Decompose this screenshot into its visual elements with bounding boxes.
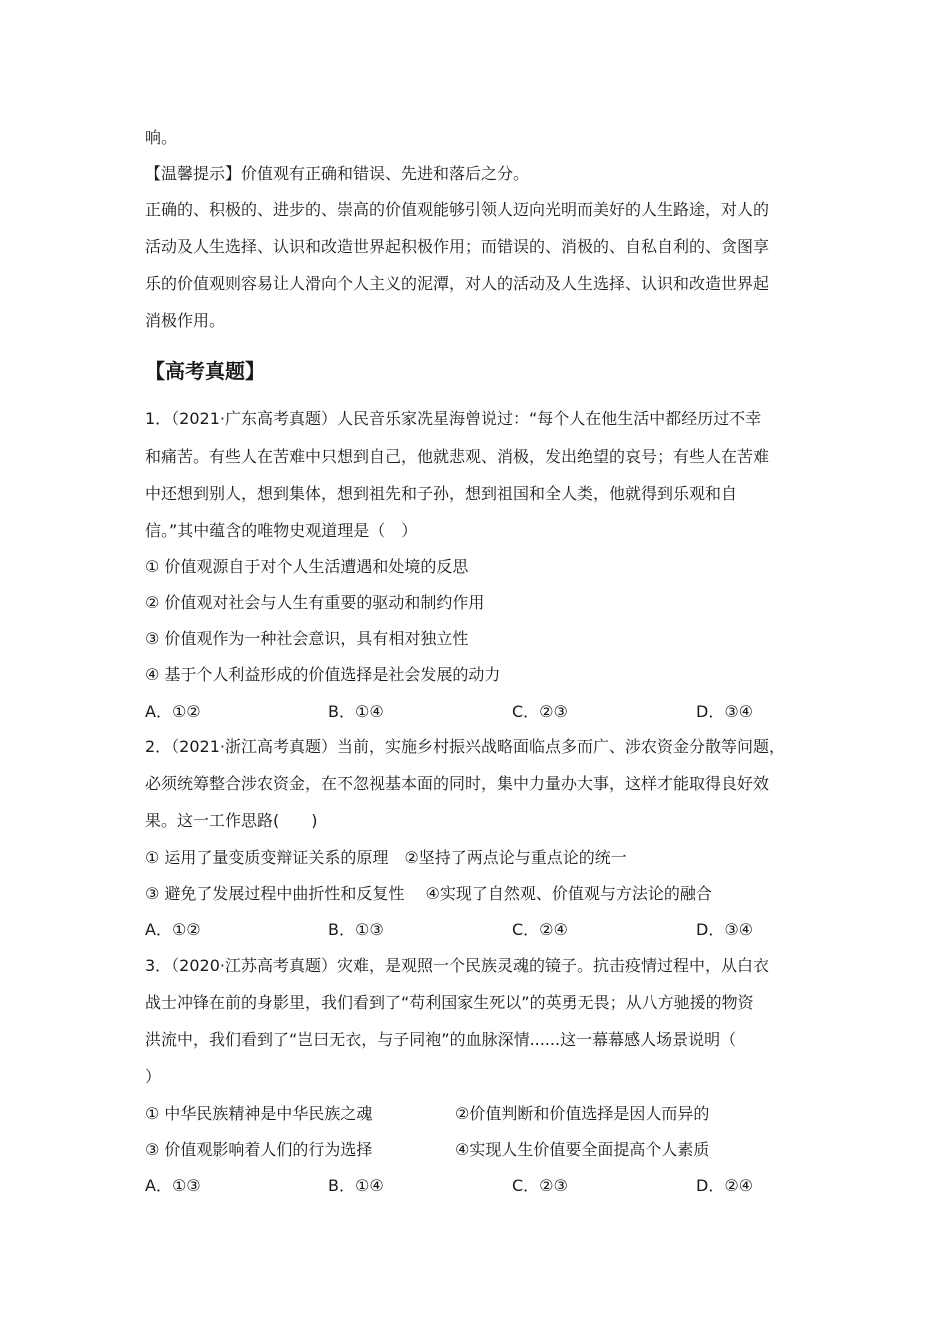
q3-option-c[interactable]: C．②③ — [512, 1176, 568, 1195]
q1-item: ④ 基于个人利益形成的价值选择是社会发展的动力 — [145, 665, 501, 684]
q1-option-a[interactable]: A．①② — [145, 702, 201, 721]
q2-option-b[interactable]: B．①③ — [328, 920, 384, 939]
q2-option-d[interactable]: D．③④ — [696, 920, 754, 939]
q3-item: ③ 价值观影响着人们的行为选择 — [145, 1140, 373, 1159]
tip-paragraph-line: 正确的、积极的、进步的、崇高的价值观能够引领人迈向光明而美好的人生路途，对人的 — [145, 200, 770, 219]
q3-stem-line: 洪流中，我们看到了“岂曰无衣，与子同袍”的血脉深情......这一幕幕感人场景说明（ — [145, 1030, 737, 1049]
q1-item: ② 价值观对社会与人生有重要的驱动和制约作用 — [145, 593, 485, 612]
q2-option-a[interactable]: A．①② — [145, 920, 201, 939]
q3-option-a[interactable]: A．①③ — [145, 1176, 201, 1195]
q3-item-row — [145, 1140, 825, 1160]
q1-stem-line: 中还想到别人，想到集体，想到祖先和子孙，想到祖国和全人类，他就得到乐观和自 — [145, 484, 738, 503]
q2-stem-line: 果。这一工作思路( ) — [145, 811, 318, 830]
q1-item: ③ 价值观作为一种社会意识，具有相对独立性 — [145, 629, 469, 648]
q1-item: ① 价值观源自于对个人生活遭遇和处境的反思 — [145, 557, 469, 576]
tip-paragraph-line: 消极作用。 — [145, 311, 226, 330]
q3-item: ① 中华民族精神是中华民族之魂 — [145, 1104, 373, 1123]
q1-stem-line: 和痛苦。有些人在苦难中只想到自己，他就悲观、消极，发出绝望的哀号；有些人在苦难 — [145, 447, 770, 466]
q2-stem-line: 2．（2021·浙江高考真题）当前，实施乡村振兴战略面临点多而广、涉农资金分散等问题， — [145, 737, 785, 756]
q1-stem-line: 1．（2021·广东高考真题）人民音乐家冼星海曾说过：“每个人在他生活中都经历过不幸 — [145, 409, 762, 428]
q2-item: ① 运用了量变质变辩证关系的原理 ②坚持了两点论与重点论的统一 — [145, 848, 627, 867]
tip-text: 【温馨提示】价值观有正确和错误、先进和落后之分。 — [145, 164, 530, 183]
q2-item: ③ 避免了发展过程中曲折性和反复性 ④实现了自然观、价值观与方法论的融合 — [145, 884, 712, 903]
q3-option-b[interactable]: B．①④ — [328, 1176, 384, 1195]
q3-item: ②价值判断和价值选择是因人而异的 — [455, 1104, 710, 1123]
q2-option-c[interactable]: C．②④ — [512, 920, 568, 939]
tip-paragraph-line: 乐的价值观则容易让人滑向个人主义的泥潭，对人的活动及人生选择、认识和改造世界起 — [145, 274, 770, 293]
q3-item: ④实现人生价值要全面提高个人素质 — [455, 1140, 710, 1159]
tip-paragraph-line: 活动及人生选择、认识和改造世界起积极作用；而错误的、消极的、自私自利的、贪图享 — [145, 237, 770, 256]
q3-stem-line: 3．（2020·江苏高考真题）灾难，是观照一个民族灵魂的镜子。抗击疫情过程中，从白衣 — [145, 956, 769, 975]
intro-tail: 响。 — [145, 128, 178, 147]
q1-option-b[interactable]: B．①④ — [328, 702, 384, 721]
q3-option-d[interactable]: D．②④ — [696, 1176, 754, 1195]
q1-option-d[interactable]: D．③④ — [696, 702, 754, 721]
q1-option-c[interactable]: C．②③ — [512, 702, 568, 721]
q1-stem-line: 信。”其中蕴含的唯物史观道理是（ ） — [145, 521, 418, 540]
q2-stem-line: 必须统筹整合涉农资金，在不忽视基本面的同时，集中力量办大事，这样才能取得良好效 — [145, 774, 770, 793]
section-title: 【高考真题】 — [145, 359, 265, 383]
q3-stem-line: ） — [145, 1067, 162, 1086]
q3-item-row — [145, 1104, 825, 1124]
q3-stem-line: 战士冲锋在前的身影里，我们看到了“苟利国家生死以”的英勇无畏；从八方驰援的物资 — [145, 993, 754, 1012]
